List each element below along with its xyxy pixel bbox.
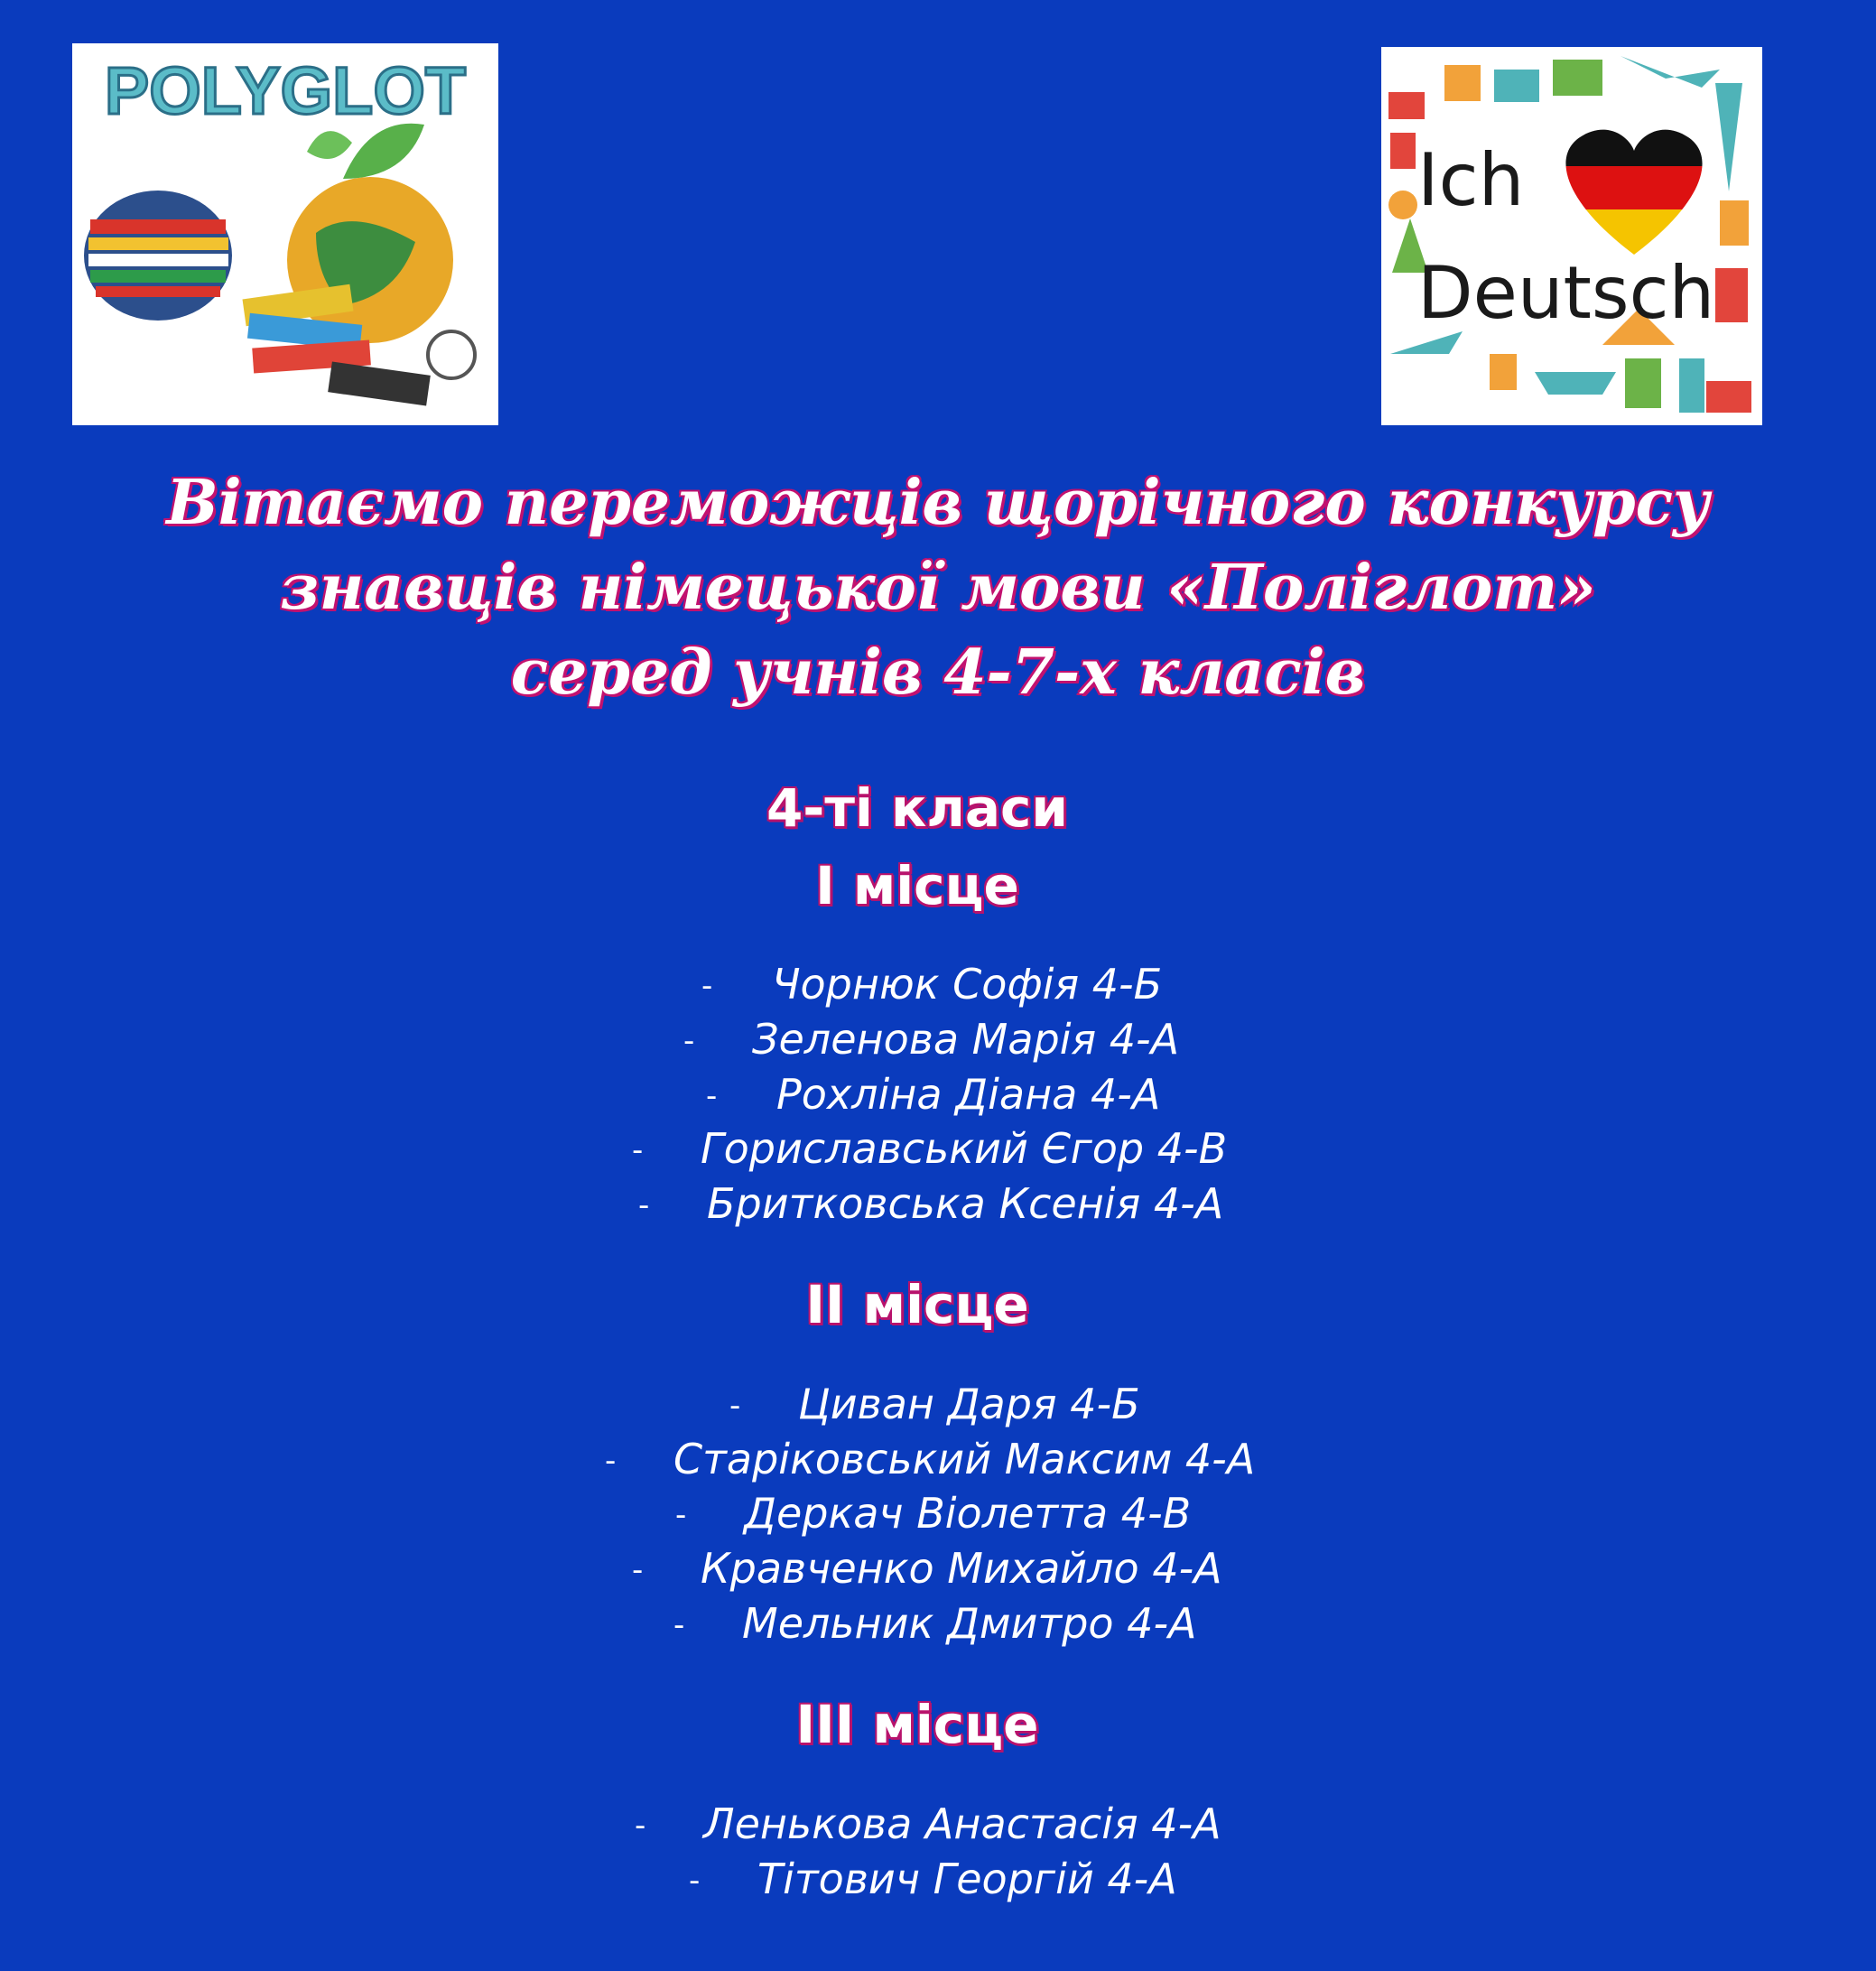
list-dash: - xyxy=(632,1552,644,1588)
deutsch-text: Deutsch xyxy=(1417,251,1715,335)
ich-text: Ich xyxy=(1417,138,1525,222)
title-line-2: знавців німецької мови «Поліглот» xyxy=(280,552,1596,624)
polyglot-logo xyxy=(72,43,498,425)
list-item: Зеленова Марія 4-А xyxy=(752,1015,1180,1064)
ich-liebe-deutsch-image xyxy=(1381,47,1762,425)
polyglot-logo-image xyxy=(72,43,498,425)
list-dash: - xyxy=(638,1187,650,1223)
list-dash: - xyxy=(635,1808,646,1844)
list-item: Тітович Георгій 4-А xyxy=(757,1855,1177,1903)
list-item: Ленькова Анастасія 4-А xyxy=(703,1799,1221,1848)
speech-bubble-icon xyxy=(428,331,475,378)
list-dash: - xyxy=(689,1863,701,1899)
list-item: Деркач Віолетта 4-В xyxy=(744,1489,1192,1538)
list-item: Мельник Дмитро 4-А xyxy=(742,1599,1197,1648)
list-dash: - xyxy=(632,1132,644,1168)
title-line-1: Вітаємо переможців щорічного конкурсу xyxy=(166,467,1710,539)
list-item: Рохліна Діана 4-А xyxy=(776,1070,1161,1119)
list-item: Циван Даря 4-Б xyxy=(798,1380,1140,1428)
place-2-heading: II місце xyxy=(805,1274,1029,1335)
list-item: Гориславський Єгор 4-В xyxy=(701,1124,1228,1173)
heart-icon xyxy=(1544,119,1724,264)
polyglot-logo-text: POLYGLOT xyxy=(104,53,467,128)
list-dash: - xyxy=(675,1497,687,1533)
page-title xyxy=(0,460,1876,715)
list-dash: - xyxy=(706,1078,718,1114)
list-item: Чорнюк Софія 4-Б xyxy=(772,960,1163,1009)
list-dash: - xyxy=(701,968,713,1004)
list-dash: - xyxy=(605,1443,617,1479)
list-item: Старіковський Максим 4-А xyxy=(673,1435,1256,1483)
list-dash: - xyxy=(729,1388,741,1424)
list-item: Бритковська Ксенія 4-А xyxy=(707,1179,1224,1228)
grade-heading: 4-ті класи xyxy=(766,777,1069,839)
list-item: Кравченко Михайло 4-А xyxy=(701,1544,1222,1593)
globe-icon xyxy=(84,191,232,321)
title-line-3: серед учнів 4-7-х класів xyxy=(510,637,1366,709)
travel-icons-border xyxy=(1388,56,1751,413)
list-dash: - xyxy=(673,1607,685,1643)
ich-liebe-deutsch-logo xyxy=(1381,47,1762,425)
place-1-heading: I місце xyxy=(815,855,1019,916)
list-dash: - xyxy=(683,1023,695,1059)
place-3-heading: III місце xyxy=(795,1694,1039,1755)
